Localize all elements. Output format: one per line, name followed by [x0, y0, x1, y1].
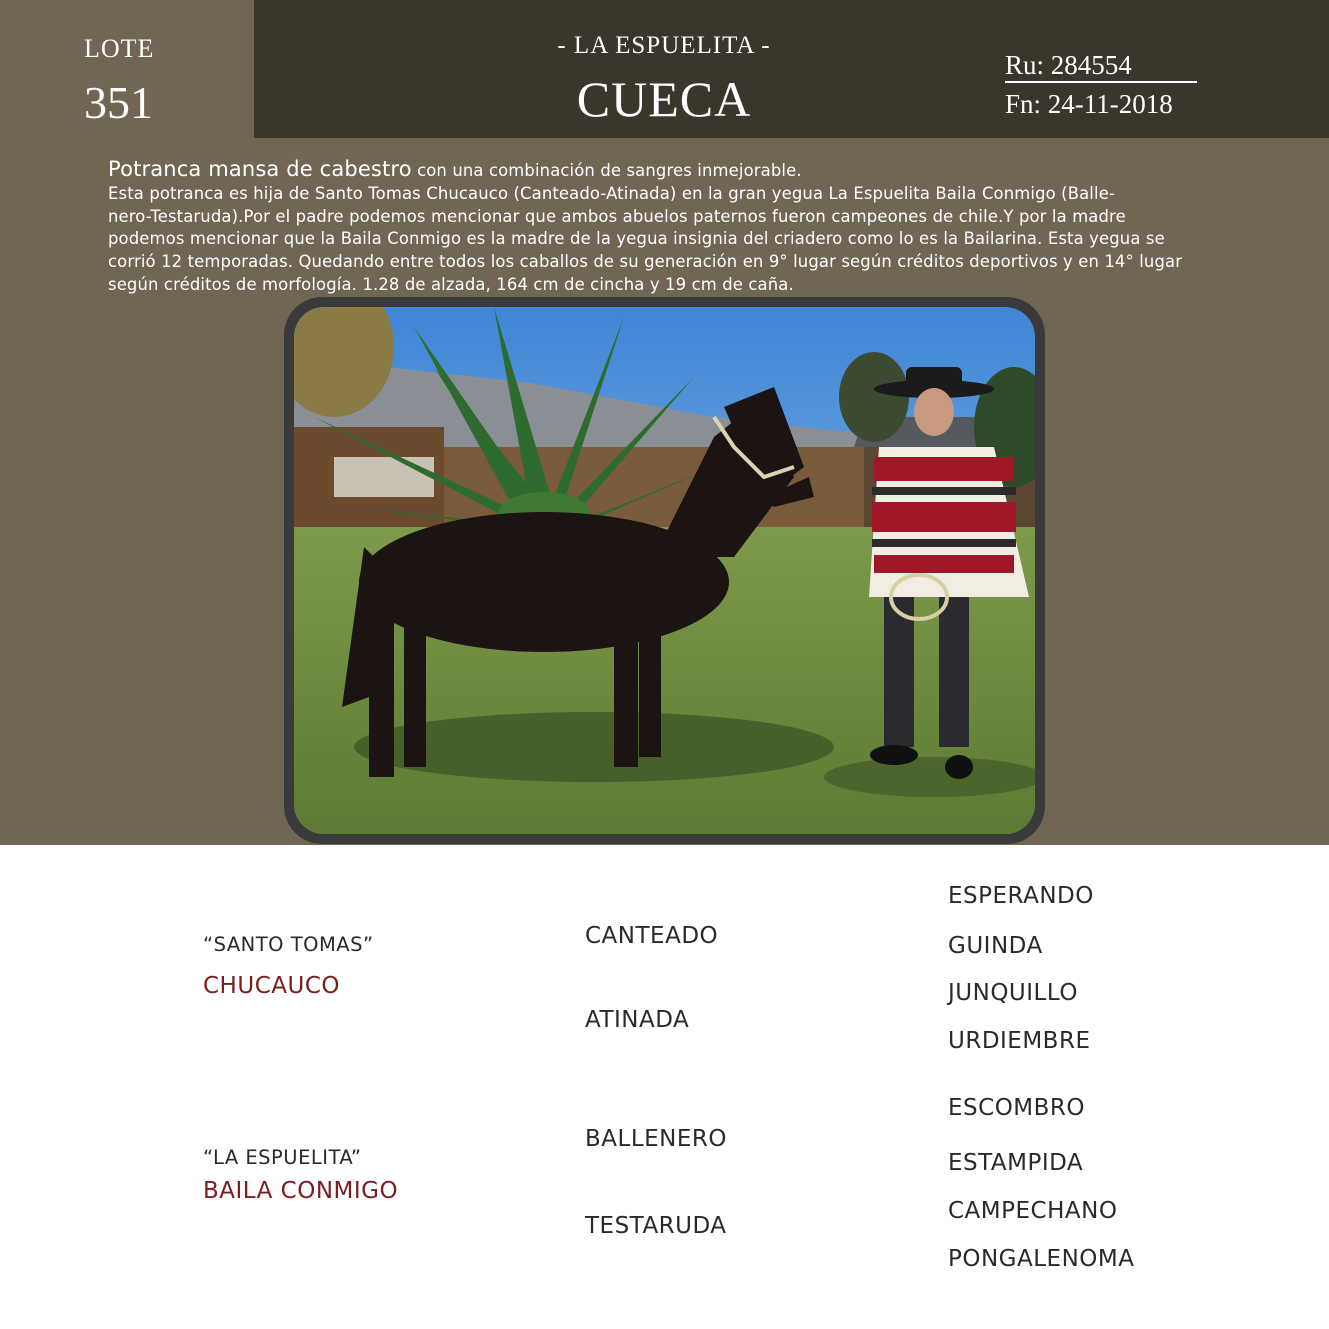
description-first-line [108, 158, 1298, 183]
ancestor: ESPERANDO [948, 883, 1094, 909]
description [108, 158, 1298, 297]
ancestor: URDIEMBRE [948, 1028, 1091, 1054]
dam-dam: TESTARUDA [585, 1213, 727, 1239]
description-lead: Potranca mansa de cabestro [108, 157, 412, 181]
lot-number: 351 [84, 77, 153, 128]
horse-name: CUECA [576, 71, 752, 127]
ancestor: GUINDA [948, 933, 1043, 959]
ancestor: JUNQUILLO [948, 980, 1078, 1006]
description-line: corrió 12 temporadas. Quedando entre todos los caballos de su generación en 9° lugar según créditos deportivos y en 14° lugar [108, 252, 1183, 272]
sire-dam: ATINADA [585, 1007, 690, 1033]
ancestor: ESTAMPIDA [948, 1150, 1084, 1176]
description-line: nero-Testaruda).Por el padre podemos mencionar que ambos abuelos paternos fueron campeones de chile.Y por la madre [108, 206, 1126, 226]
ancestor: ESCOMBRO [948, 1095, 1086, 1121]
sire-name: CHUCAUCO [203, 973, 340, 999]
description-lead-rest: con una combinación de sangres inmejorable. [411, 161, 802, 180]
horse-photo [294, 307, 1035, 834]
birth-date: Fn: 24-11-2018 [1005, 89, 1173, 119]
lot-label: LOTE [84, 34, 155, 63]
description-line: podemos mencionar que la Baila Conmigo es la madre de la yegua insignia del criadero como lo es la Bailarina. Esta yegua se [108, 229, 1165, 249]
dam-prefix: “LA ESPUELITA” [203, 1146, 362, 1169]
sire-prefix: “SANTO TOMAS” [203, 933, 374, 956]
dam-name: BAILA CONMIGO [203, 1178, 399, 1204]
description-line: según créditos de morfología. 1.28 de alzada, 164 cm de cincha y 19 cm de caña. [108, 274, 794, 294]
ancestor: PONGALENOMA [948, 1246, 1135, 1272]
breeder-name: - LA ESPUELITA - [557, 32, 771, 59]
ancestor: CAMPECHANO [948, 1198, 1118, 1224]
dam-sire: BALLENERO [585, 1126, 727, 1152]
description-line: Esta potranca es hija de Santo Tomas Chucauco (Canteado-Atinada) en la gran yegua La Espuelita Baila Conmigo (Balle- [108, 183, 1116, 203]
registry-number: Ru: 284554 [1005, 50, 1197, 83]
sire-sire: CANTEADO [585, 923, 719, 949]
